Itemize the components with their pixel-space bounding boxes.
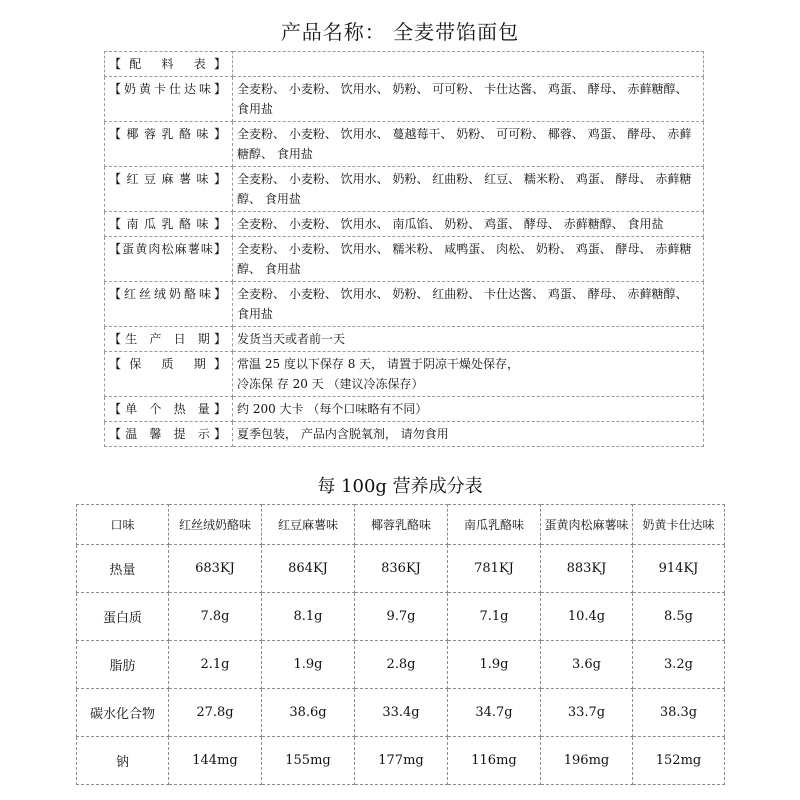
ingredients-table bbox=[104, 51, 704, 447]
nutrient-value: 1.9g bbox=[262, 641, 355, 689]
flavor-label: 【南瓜乳酪味】 bbox=[105, 212, 233, 237]
header-cell: 红丝绒奶酪味 bbox=[169, 505, 262, 545]
nutrient-value: 8.5g bbox=[633, 593, 725, 641]
nutrition-row bbox=[77, 641, 725, 689]
shelf-life-label: 【保 质 期】 bbox=[105, 352, 233, 397]
calorie-text: 约 200 大卡 （每个口味略有不同） bbox=[233, 397, 704, 422]
nutrient-value: 3.6g bbox=[541, 641, 633, 689]
ingredient-text: 全麦粉、 小麦粉、 饮用水、 糯米粉、 咸鸭蛋、 肉松、 奶粉、 鸡蛋、 酵母、 赤藓糖醇、 食用盐 bbox=[233, 237, 704, 282]
header-cell: 奶黄卡仕达味 bbox=[633, 505, 725, 545]
header-cell: 南瓜乳酪味 bbox=[448, 505, 541, 545]
nutrient-value: 1.9g bbox=[448, 641, 541, 689]
flavor-label: 【奶黄卡仕达味】 bbox=[105, 77, 233, 122]
nutrient-value: 2.8g bbox=[355, 641, 448, 689]
nutrient-value: 27.8g bbox=[169, 689, 262, 737]
nutrient-value: 7.8g bbox=[169, 593, 262, 641]
flavor-label: 【红丝绒奶酪味】 bbox=[105, 282, 233, 327]
flavor-label: 【椰蓉乳酪味】 bbox=[105, 122, 233, 167]
nutrient-value: 9.7g bbox=[355, 593, 448, 641]
info-row bbox=[105, 422, 704, 447]
nutrient-value: 683KJ bbox=[169, 545, 262, 593]
ingredient-text: 全麦粉、 小麦粉、 饮用水、 南瓜馅、 奶粉、 鸡蛋、 酵母、 赤藓糖醇、 食用盐 bbox=[233, 212, 704, 237]
nutrition-header-row bbox=[77, 505, 725, 545]
flavor-label: 【红豆麻薯味】 bbox=[105, 167, 233, 212]
nutrition-row bbox=[77, 593, 725, 641]
production-date-label: 【生 产 日 期】 bbox=[105, 327, 233, 352]
nutrient-value: 10.4g bbox=[541, 593, 633, 641]
nutrient-value: 883KJ bbox=[541, 545, 633, 593]
header-cell: 椰蓉乳酪味 bbox=[355, 505, 448, 545]
tips-label: 【温 馨 提 示】 bbox=[105, 422, 233, 447]
flavor-label: 【蛋黄肉松麻薯味】 bbox=[105, 237, 233, 282]
nutrition-table bbox=[76, 504, 725, 785]
nutrient-value: 33.7g bbox=[541, 689, 633, 737]
tips-text: 夏季包装， 产品内含脱氧剂， 请勿食用 bbox=[233, 422, 704, 447]
nutrient-value: 38.6g bbox=[262, 689, 355, 737]
nutrient-value: 781KJ bbox=[448, 545, 541, 593]
nutrient-value: 116mg bbox=[448, 737, 541, 785]
nutrient-value: 177mg bbox=[355, 737, 448, 785]
nutrient-value: 914KJ bbox=[633, 545, 725, 593]
nutrient-value: 836KJ bbox=[355, 545, 448, 593]
ingredient-row bbox=[105, 167, 704, 212]
product-title: 产品名称： 全麦带馅面包 bbox=[280, 20, 520, 44]
info-row bbox=[105, 352, 704, 397]
ingredients-header-row bbox=[105, 52, 704, 77]
shelf-life-text: 常温 25 度以下保存 8 天， 请置于阴凉干燥处保存， bbox=[237, 357, 519, 371]
nutrient-value: 38.3g bbox=[633, 689, 725, 737]
ingredient-row bbox=[105, 237, 704, 282]
ingredient-text: 全麦粉、 小麦粉、 饮用水、 奶粉、 红曲粉、 卡仕达酱、 鸡蛋、 酵母、 赤藓糖醇、 食用盐 bbox=[233, 282, 704, 327]
nutrition-row bbox=[77, 689, 725, 737]
nutrient-value: 196mg bbox=[541, 737, 633, 785]
header-cell: 口味 bbox=[77, 505, 169, 545]
nutrient-value: 155mg bbox=[262, 737, 355, 785]
nutrient-label: 脂肪 bbox=[77, 641, 169, 689]
nutrient-label: 钠 bbox=[77, 737, 169, 785]
ingredient-row bbox=[105, 122, 704, 167]
ingredient-row bbox=[105, 77, 704, 122]
nutrient-value: 34.7g bbox=[448, 689, 541, 737]
ingredient-text: 全麦粉、 小麦粉、 饮用水、 奶粉、 红曲粉、 红豆、 糯米粉、 鸡蛋、 酵母、 赤藓糖醇、 食用盐 bbox=[233, 167, 704, 212]
header-cell: 蛋黄肉松麻薯味 bbox=[541, 505, 633, 545]
nutrient-value: 2.1g bbox=[169, 641, 262, 689]
ingredient-text: 全麦粉、 小麦粉、 饮用水、 蔓越莓干、 奶粉、 可可粉、 椰蓉、 鸡蛋、 酵母、 赤藓糖醇、 食用盐 bbox=[233, 122, 704, 167]
nutrient-value: 8.1g bbox=[262, 593, 355, 641]
calorie-label: 【单 个 热 量】 bbox=[105, 397, 233, 422]
nutrient-label: 蛋白质 bbox=[77, 593, 169, 641]
nutrient-value: 144mg bbox=[169, 737, 262, 785]
nutrient-value: 3.2g bbox=[633, 641, 725, 689]
ingredient-row bbox=[105, 282, 704, 327]
ingredients-header-empty bbox=[233, 52, 704, 77]
nutrition-title: 每 100g 营养成分表 bbox=[317, 476, 483, 497]
nutrition-row bbox=[77, 737, 725, 785]
shelf-life-cell bbox=[233, 352, 704, 397]
nutrient-value: 864KJ bbox=[262, 545, 355, 593]
nutrient-label: 热量 bbox=[77, 545, 169, 593]
nutrient-label: 碳水化合物 bbox=[77, 689, 169, 737]
info-row bbox=[105, 327, 704, 352]
ingredients-header: 【配 料 表】 bbox=[105, 52, 233, 77]
header-cell: 红豆麻薯味 bbox=[262, 505, 355, 545]
nutrient-value: 33.4g bbox=[355, 689, 448, 737]
ingredient-text: 全麦粉、 小麦粉、 饮用水、 奶粉、 可可粉、 卡仕达酱、 鸡蛋、 酵母、 赤藓糖醇、 食用盐 bbox=[233, 77, 704, 122]
shelf-life-text-2: 冷冻保 存 20 天 （建议冷冻保存） bbox=[237, 377, 424, 391]
info-row bbox=[105, 397, 704, 422]
nutrition-row bbox=[77, 545, 725, 593]
nutrient-value: 152mg bbox=[633, 737, 725, 785]
nutrient-value: 7.1g bbox=[448, 593, 541, 641]
production-date-text: 发货当天或者前一天 bbox=[233, 327, 704, 352]
ingredient-row bbox=[105, 212, 704, 237]
